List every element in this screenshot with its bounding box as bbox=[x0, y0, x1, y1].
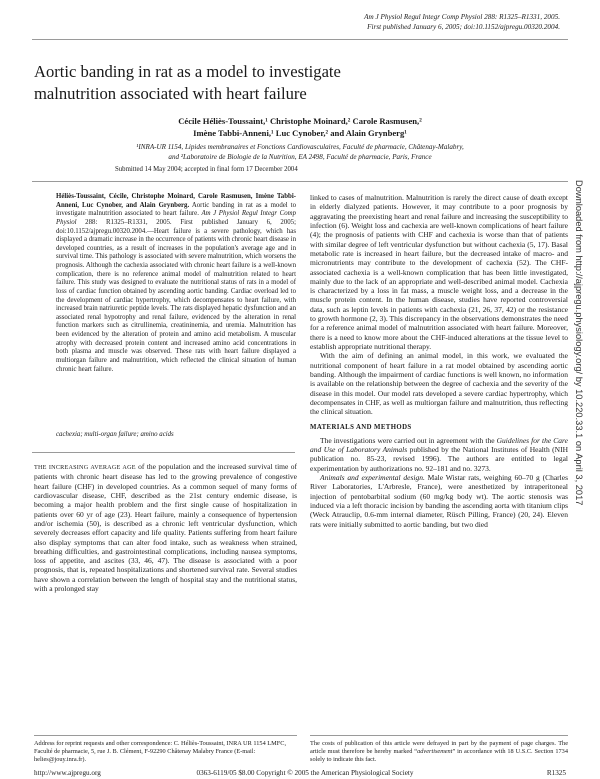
keywords: cachexia; multi-organ failure; amino acids bbox=[56, 431, 174, 438]
publication-footnote: The costs of publication of this article were defrayed in part by the payment of page charges. The article must therefore be hereby marked “advertisement” in accordance with 18 U.S.C. Section 1734 solely to indicate this fact. bbox=[310, 740, 568, 763]
published-date: First published January 6, 2005; doi:10.1152/ajpregu.00320.2004. bbox=[367, 23, 560, 31]
abstract-citation: Héliès-Toussaint, Cécile, Christophe Moinard, Carole Rasmusen, Imène Tabbi-Anneni, Luc Cynober, and Alain Grynberg. bbox=[56, 193, 296, 209]
intro-continued: linked to cases of malnutrition. Malnutrition is rarely the direct cause of death except in elderly dialyzed patients. However, it may contribute to a poor prognosis by aggravating the preexisting heart and renal failure and increasing the susceptibility to infection (6). Weight loss and cachexia are well-known complications of heart failure (4); the prognosis of patients with CHF and cachexia is worse than that of patients with similar degree of left ventricular dysfunction but without cachexia (5, 17). Basal metabolic rate is increased in heart failure, but the decreased intake of macro- and micronutrients may contribute to the development of cachexia (52). The CHF-associated cachexia is a well-known complication that has been little investigated, mainly due to the lack of an appropriate and well-described animal model. Cachexia is characterized by a loss in fat mass, a muscle weight loss, and a decrease in the muscle protein content. In the human disease, studies have reported controversial data, such as leptin levels in patients with cachexia (21, 26, 37, 42) or the resistance to growth hormone (2, 3). This discrepancy in the observations demonstrates the need for a reference animal model of malnutrition associated with heart failure. Moreover, there is a need to know more about the CHF-induced alterations at the tissue level to establish appropriate nutritional therapy. bbox=[310, 193, 568, 351]
title-rule bbox=[32, 181, 568, 182]
journal-citation: Am J Physiol Regul Integr Comp Physiol 288: R1325–R1331, 2005. bbox=[364, 13, 560, 21]
author-list: Cécile Héliès-Toussaint,¹ Christophe Moinard,² Carole Rasmusen,² Imène Tabbi-Anneni,¹ Luc Cynober,² and Alain Grynberg¹ bbox=[178, 116, 422, 138]
abstract-journal: Am J Physiol Regul Integr Comp Physiol bbox=[56, 210, 296, 226]
intro-aim: With the aim of defining an animal model, in this work, we evaluated the nutritional component of heart failure in a rat model obtained by ascending aortic banding. Although the impairment of cardiac functions is well known, no information is available on the relationship between the degree of cachexia and the severity of the disease in this model. Our model rats developed a severe cardiac hypertrophy, which decompensates in CHF, as well as multiorgan failure and malnutrition, thus reflecting the clinical situation. bbox=[310, 351, 568, 417]
correspondence-footnote: Address for reprint requests and other correspondence: C. Héliès-Toussaint, INRA UR 1154 LMFC, Faculté de pharmacie, 5, rue J. B. Clément, F-92290 Châtenay Malabry France (E-mail: helies@jouy.inra.fr). bbox=[34, 740, 287, 763]
page-number: R1325 bbox=[546, 769, 566, 777]
methods-ethics: The investigations were carried out in agreement with the Guidelines for the Care and Use of Laboratory Animals published by the National Institutes of Health (NIH publication no. 85-23, revised 1996). The authors are entitled to legal experimentation by authorizations no. 92–181 and no. 3273. bbox=[310, 435, 568, 473]
abstract-rule bbox=[32, 452, 295, 453]
section-heading: MATERIALS AND METHODS bbox=[310, 423, 412, 431]
footnote-rule-left bbox=[34, 735, 297, 736]
affiliations: ¹INRA-UR 1154, Lipides membranaires et Fonctions Cardiovasculaires, Faculté de pharmacie, Châtenay-Malabry, and ²Laboratoire de Biologie de la Nutrition, EA 2498, Faculté de pharmacie, Paris, France bbox=[136, 143, 464, 161]
abstract bbox=[56, 193, 296, 374]
download-watermark: Downloaded from http://ajpregu.physiology.org/ by 10.220.33.1 on April 3, 2017 bbox=[574, 180, 584, 506]
footnote-rule-right bbox=[310, 735, 568, 736]
abstract-text: 288: R1325–R1331, 2005. First published January 6, 2005; doi:10.1152/ajpregu.00320.2004.—Heart failure is a severe pathology, which has displayed a dramatic increase in the occurrence of patients with chronic heart disease in developed countries, as a result of increases in the population's average age and in survival time. This pathology is associated with severe malnutrition, which worsens the prognosis. Although the cachexia associated with chronic heart failure is a well-known complication, there is no reference animal model of malnutrition related to heart failure. This study was designed to evaluate the nutritional status of rats in a model of loss of cardiac function obtained by ascending aortic banding. Cardiac overload led to the development of cardiac hypertrophy, which decompensates to heart failure, with increased brain natriuretic peptide levels. The rats displayed hepatic dysfunction and an associated renal hypotrophy and renal failure, evidenced by the alteration in renal function markers such as citrullinemia, creatininemia, and uremia. Malnutrition has been evidenced by the alteration of protein and amino acid metabolism. A muscular atrophy with decreased protein content and increased amino acid concentrations in both plasma and muscle was observed. These rats with heart failure displayed a multiorgan failure and malnutrition, which reflected the clinical situation of human chronic heart failure. bbox=[56, 218, 296, 373]
intro-lead: THE INCREASING AVERAGE AGE bbox=[34, 464, 136, 471]
copyright-line: 0363-6119/05 $8.00 Copyright © 2005 the American Physiological Society bbox=[196, 769, 414, 777]
header-rule bbox=[32, 39, 568, 40]
journal-url[interactable]: http://www.ajpregu.org bbox=[34, 769, 101, 777]
submission-dates: Submitted 14 May 2004; accepted in final form 17 December 2004 bbox=[115, 166, 298, 173]
methods-animals: Animals and experimental design. Male Wistar rats, weighing 60–70 g (Charles River Laboratories, L'Arbresle, France), were anesthetized by intraperitoneal injection of pentobarbital sodium (60 mg/kg body wt). The aortic stenosis was induced via a left thoracic incision by banding the ascending aorta with titanium clips (Weck Atrauclip, 0.6-mm internal diameter, Rüsch Pilling, France) (20, 24). Eleven rats were initially submitted to aortic banding, but two died bbox=[310, 473, 568, 529]
running-header bbox=[230, 12, 560, 32]
intro-text: of the population and the increased survival time of patients with chronic heart disease has led to the growing prevalence of congestive heart failure (CHF) in developed countries. As a common sequel of many forms of cardiovascular disease, CHF, described as the 21st century endemic disease, is becoming a major health problem and the first single cause of hospitalization in patients over 60 yr of age (23). Heart failure, mainly a consequence of hypertension and/or ischemia (50), is described as a chronic left ventricular dysfunction, which severely decreases effort capacity and life quality. Patients suffering from heart failure also display symptoms that can alter food intake, such as weakness when strained, breathing difficulties, and gastrointestinal complications, including nausea symptoms, loss of appetite, and ascites (33, 46, 47). The disease is associated with a poor prognosis, that is, repeated hospitalizations and shortened survival rate. Several studies have shown a correlation between the length of hospital stay and the nutritional status, with a prolonged stay bbox=[34, 462, 297, 594]
introduction-left bbox=[34, 462, 297, 593]
article-title: Aortic banding in rat as a model to investigate malnutrition associated with heart failure bbox=[34, 62, 341, 103]
right-column bbox=[310, 193, 568, 529]
abstract-title: Aortic banding in rat as a model to investigate malnutrition associated to heart failure. bbox=[56, 201, 297, 218]
